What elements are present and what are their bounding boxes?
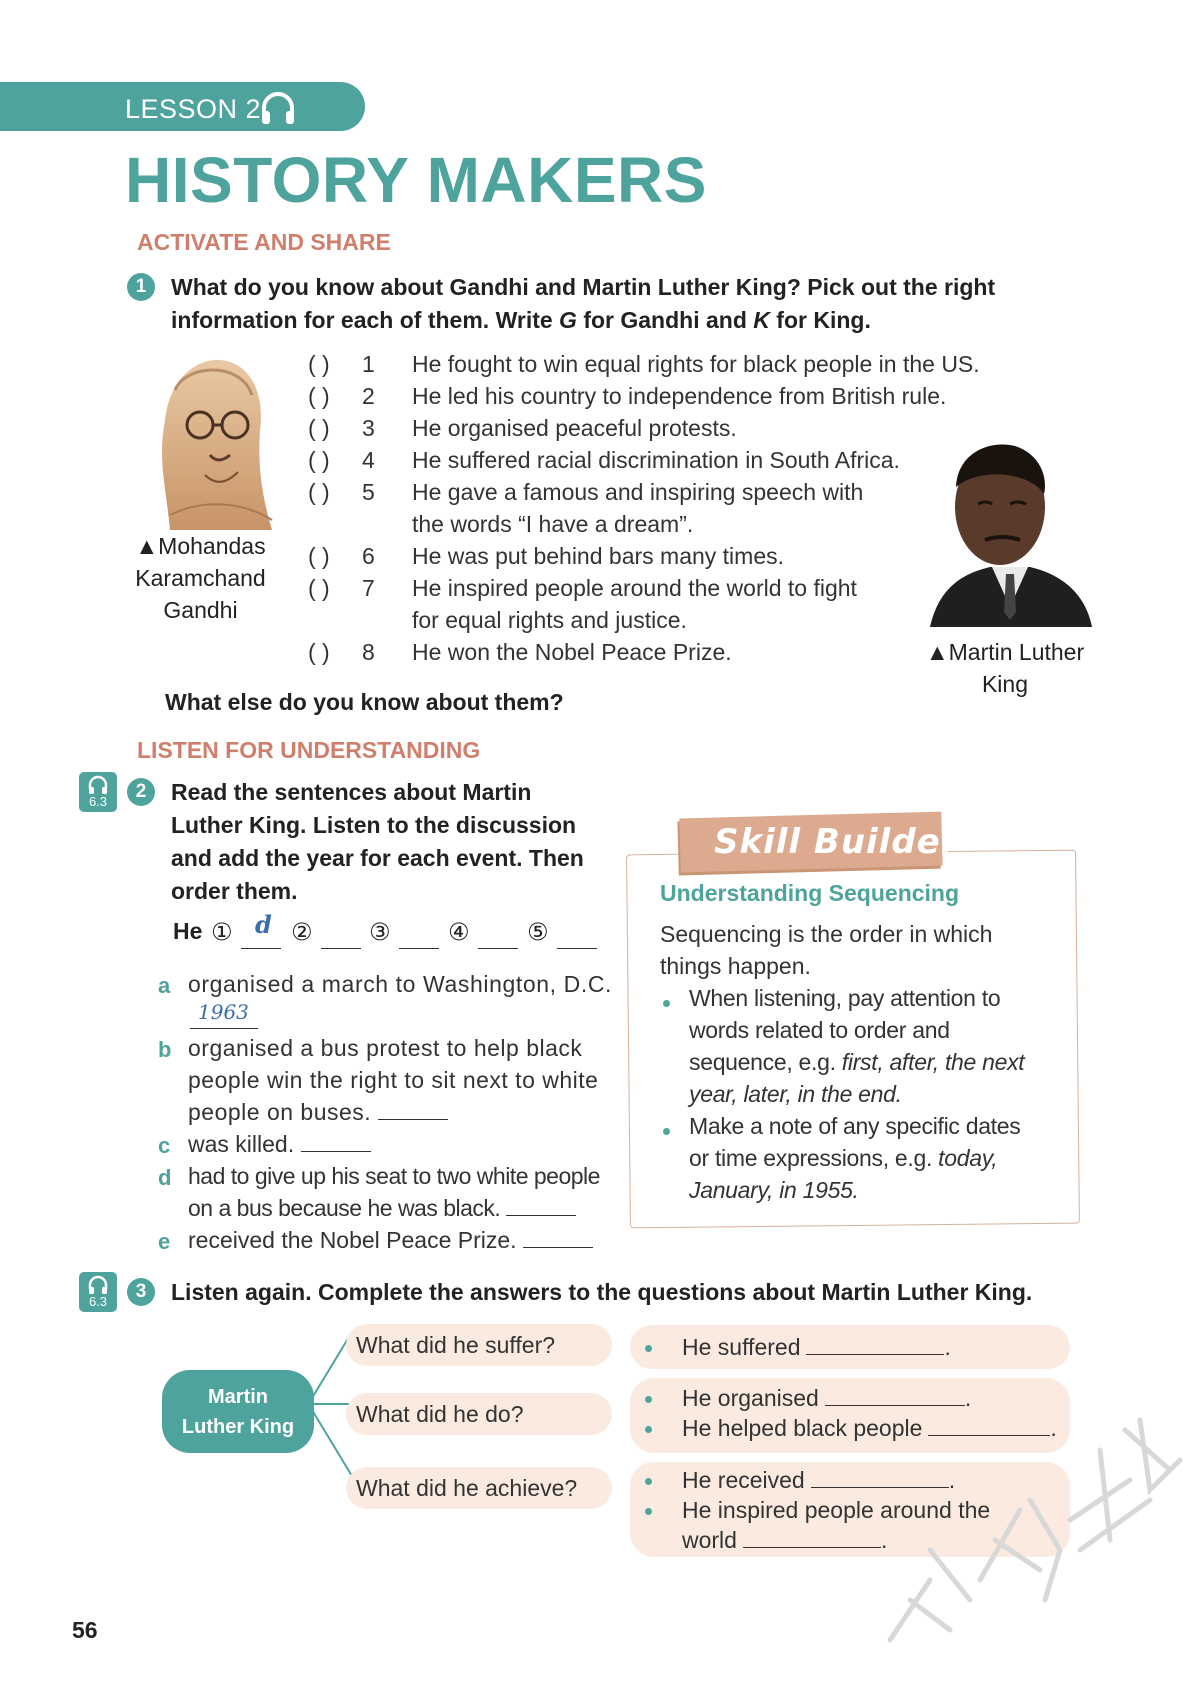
skill-builder-title: Skill Builder (714, 822, 959, 862)
question-1-line-1: What do you know about Gandhi and Martin Luther King? Pick out the right (171, 274, 996, 300)
order-slot-4[interactable] (478, 918, 518, 949)
event-text: organised a march to Washington, D.C. (188, 971, 613, 997)
answer-blank[interactable]: ( ) (308, 639, 330, 665)
answer-blank[interactable]: ( ) (308, 383, 330, 409)
question-1-line-2: information for each of them. Write G for Gandhi and K for King. (171, 307, 871, 333)
question-2-line: order them. (171, 878, 298, 904)
page-number: 56 (72, 1617, 98, 1643)
statement-text: He suffered racial discrimination in South Africa. (412, 447, 900, 473)
bullet-dot (645, 1345, 652, 1352)
skill-builder-intro: Sequencing is the order in which things happen. (660, 921, 993, 979)
followup-question: What else do you know about them? (165, 689, 564, 715)
order-slot-2[interactable] (321, 918, 361, 949)
answer-received: He received . (682, 1467, 956, 1493)
order-mark-5: ⑤ (527, 919, 549, 946)
statement-text: He gave a famous and inspiring speech with the words “I have a dream”. (412, 479, 864, 537)
lesson-label: LESSON 2 (125, 94, 262, 124)
event-a-year-answer: 1963 (198, 1000, 249, 1024)
bullet-dot (645, 1396, 652, 1403)
answer-blank[interactable]: ( ) (308, 479, 330, 505)
order-mark-1: ① (211, 919, 233, 946)
question-2-text (171, 776, 611, 908)
order-row (173, 910, 613, 952)
statement-number: 6 (362, 543, 375, 569)
king-caption-line-1: ▲Martin Luther (925, 639, 1085, 665)
question-2-line: Read the sentences about Martin (171, 779, 532, 805)
bullet-dot (663, 1000, 670, 1007)
order-mark-4: ④ (448, 919, 470, 946)
statement-text: He inspired people around the world to fight for equal rights and justice. (412, 575, 857, 633)
answer-helped: He helped black people . (682, 1415, 1057, 1441)
section-listen-heading: LISTEN FOR UNDERSTANDING (137, 737, 481, 763)
order-prefix: He (173, 918, 203, 944)
question-3-text: Listen again. Complete the answers to the questions about Martin Luther King. (171, 1279, 1033, 1305)
answer-blank[interactable] (743, 1527, 881, 1548)
audio-track-button[interactable] (79, 1272, 117, 1312)
answer-suffered: He suffered . (682, 1334, 951, 1360)
statement-text: He led his country to independence from British rule. (412, 383, 947, 409)
event-letter: b (158, 1037, 172, 1062)
node-line-2: Luther King (181, 1415, 295, 1438)
king-caption (915, 636, 1095, 700)
skill-builder-subtitle: Understanding Sequencing (660, 880, 960, 906)
headphones-icon (87, 775, 109, 795)
order-mark-3: ③ (369, 919, 391, 946)
question-pill-suffer: What did he suffer? (346, 1324, 612, 1366)
gandhi-caption-line-1: ▲Mohandas (135, 533, 266, 559)
event-e-year-blank[interactable] (523, 1229, 593, 1248)
statement-number: 1 (362, 351, 375, 377)
gandhi-caption-line-2: Karamchand (135, 565, 266, 591)
statement-number: 2 (362, 383, 375, 409)
event-letter: a (158, 973, 171, 998)
skill-builder-tip-1: When listening, pay attention to words related to order and sequence, e.g. first, after, the next year, later, in the end. (689, 985, 1025, 1107)
event-c-year-blank[interactable] (301, 1133, 371, 1152)
order-slot-1[interactable] (241, 910, 281, 949)
statement-number: 5 (362, 479, 375, 505)
page-title: HISTORY MAKERS (125, 144, 707, 216)
event-letter: d (158, 1165, 172, 1190)
headphones-icon (87, 1275, 109, 1295)
mindmap-center-node (162, 1370, 314, 1453)
event-b-year-blank[interactable] (378, 1101, 448, 1120)
king-caption-line-2: King (981, 671, 1029, 697)
question-2-badge: 2 (127, 778, 155, 806)
order-slot-5[interactable] (557, 918, 597, 949)
audio-track-button[interactable] (79, 772, 117, 812)
answer-blank[interactable]: ( ) (308, 351, 330, 377)
answer-blank[interactable]: ( ) (308, 415, 330, 441)
event-text: received the Nobel Peace Prize. (188, 1224, 613, 1256)
publisher-watermark (870, 1400, 1190, 1660)
skill-builder-tip-2: Make a note of any specific dates or time expressions, e.g. today, January, in 1955. (689, 1113, 1021, 1203)
bullet-dot (645, 1508, 652, 1515)
statement-text: He was put behind bars many times. (412, 543, 785, 569)
statement-text: He won the Nobel Peace Prize. (412, 639, 732, 665)
king-portrait (920, 432, 1095, 627)
answer-inspired: He inspired people around the world . (682, 1497, 991, 1553)
section-activate-heading: ACTIVATE AND SHARE (137, 229, 391, 255)
statement-number: 4 (362, 447, 375, 473)
order-slot-3[interactable] (399, 918, 439, 949)
event-text: was killed. (188, 1128, 613, 1160)
question-2-line: Luther King. Listen to the discussion (171, 812, 577, 838)
event-letter: c (158, 1133, 171, 1158)
bullet-dot (645, 1426, 652, 1433)
question-pill-do: What did he do? (346, 1393, 612, 1435)
event-a-year-blank[interactable] (190, 1000, 258, 1029)
gandhi-portrait (140, 350, 280, 532)
bullet-dot (645, 1478, 652, 1485)
question-pill-achieve: What did he achieve? (346, 1467, 612, 1509)
question-1-badge: 1 (127, 273, 155, 301)
answer-organised: He organised . (682, 1385, 972, 1411)
headphones-icon (258, 88, 298, 128)
bullet-dot (663, 1128, 670, 1135)
answer-blank[interactable]: ( ) (308, 575, 330, 601)
statement-number: 8 (362, 639, 375, 665)
event-letter: e (158, 1229, 171, 1254)
gandhi-caption (128, 530, 273, 626)
statement-number: 7 (362, 575, 375, 601)
statement-text: He organised peaceful protests. (412, 415, 737, 441)
answer-blank[interactable]: ( ) (308, 447, 330, 473)
answer-blank[interactable] (806, 1334, 944, 1355)
answer-blank[interactable]: ( ) (308, 543, 330, 569)
audio-track-label: 6.3 (88, 794, 108, 809)
question-1-text (171, 271, 1071, 337)
statement-text: He fought to win equal rights for black people in the US. (412, 351, 980, 377)
order-answer-1: d (255, 910, 272, 939)
event-text: had to give up his seat to two white people on a bus because he was black. (188, 1163, 600, 1221)
gandhi-caption-line-3: Gandhi (163, 597, 238, 623)
audio-track-label: 6.3 (88, 1294, 108, 1309)
question-2-line: and add the year for each event. Then (171, 845, 584, 871)
event-text: organised a bus protest to help black people win the right to sit next to white people on buses. (188, 1035, 599, 1125)
order-mark-2: ② (291, 919, 313, 946)
statement-number: 3 (362, 415, 375, 441)
question-3-badge: 3 (127, 1278, 155, 1306)
event-d-year-blank[interactable] (506, 1197, 576, 1216)
node-line-1: Martin (208, 1385, 268, 1408)
